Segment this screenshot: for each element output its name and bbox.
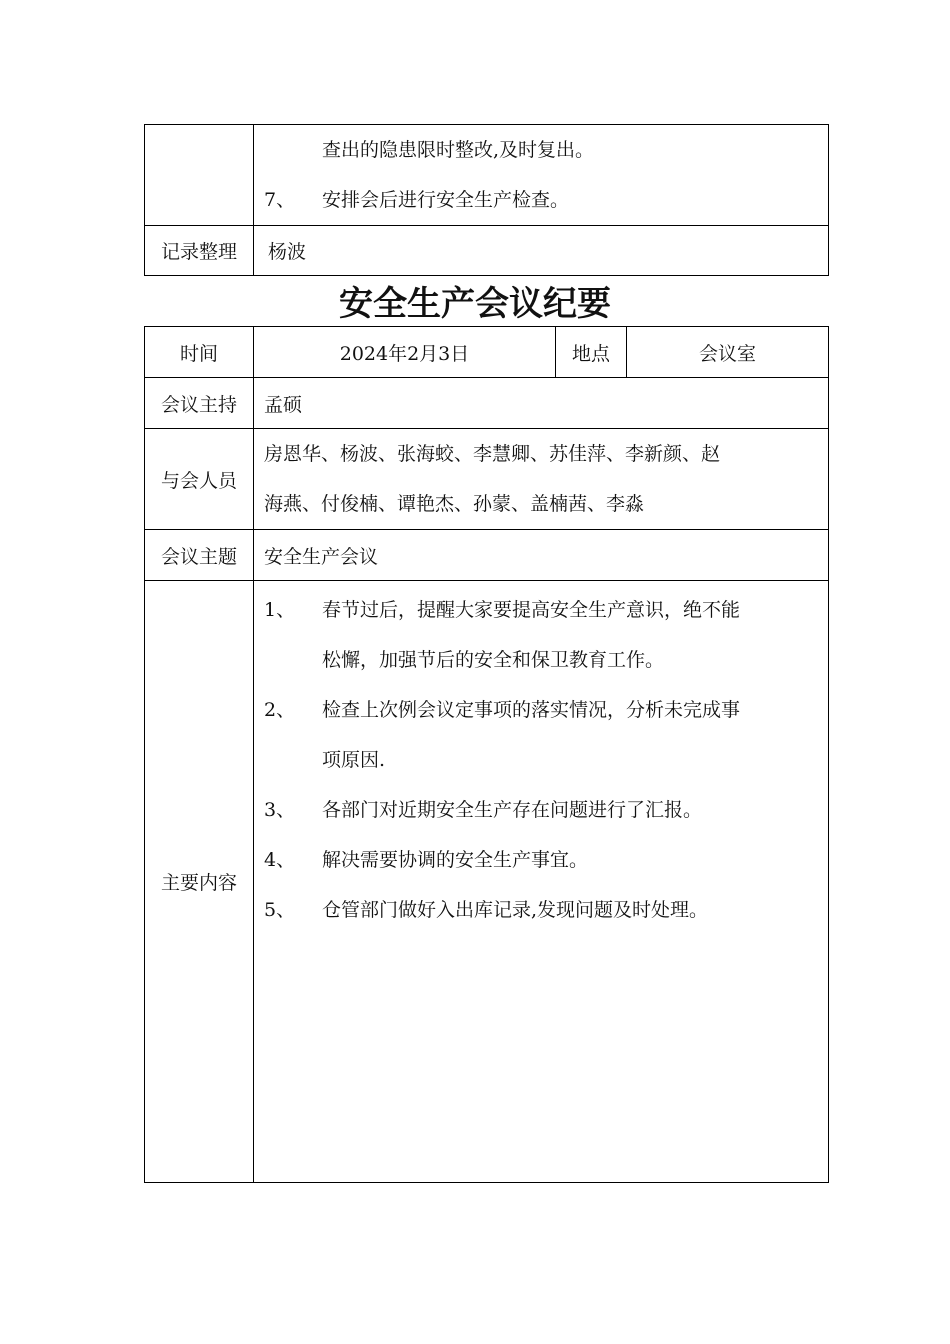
attendees-line: 海燕、付俊楠、谭艳杰、孙蒙、盖楠茜、李淼 — [264, 493, 645, 515]
attendees-label: 与会人员 — [145, 429, 254, 530]
item-text: 春节过后，提醒大家要提高安全生产意识，绝不能 — [322, 599, 741, 621]
item-number: 7、 — [264, 189, 296, 211]
topic-label: 会议主题 — [145, 530, 254, 581]
place-label: 地点 — [556, 327, 627, 378]
item-number: 4、 — [264, 849, 296, 871]
item-text: 查出的隐患限时整改,及时复出。 — [322, 139, 595, 161]
list-item — [264, 125, 820, 175]
table-row — [145, 378, 829, 429]
continued-items-cell — [254, 125, 829, 226]
list-item — [264, 635, 820, 685]
content-label: 主要内容 — [145, 581, 254, 1183]
item-number: 3、 — [264, 799, 296, 821]
list-item — [264, 685, 820, 735]
item-number: 5、 — [264, 899, 296, 921]
table-row — [145, 125, 829, 226]
item-text: 各部门对近期安全生产存在问题进行了汇报。 — [322, 799, 703, 821]
recorder-value: 杨波 — [254, 226, 829, 276]
page-title: 安全生产会议纪要 — [339, 284, 611, 324]
item-text: 检查上次例会议定事项的落实情况，分析未完成事 — [322, 699, 741, 721]
list-item — [264, 885, 820, 935]
topic-value: 安全生产会议 — [254, 530, 829, 581]
list-item — [264, 585, 820, 635]
attendees-value — [254, 429, 829, 530]
host-label: 会议主持 — [145, 378, 254, 429]
item-text: 仓管部门做好入出库记录,发现问题及时处理。 — [322, 899, 709, 921]
table-row — [145, 581, 829, 1183]
list-item — [264, 835, 820, 885]
empty-label-cell — [145, 125, 254, 226]
content-items-cell — [254, 581, 829, 1183]
item-text: 安排会后进行安全生产检查。 — [322, 189, 570, 211]
item-number: 2、 — [264, 699, 296, 721]
list-item — [264, 175, 820, 225]
table-row — [145, 429, 829, 530]
attendees-line: 房恩华、杨波、张海蛟、李慧卿、苏佳萍、李新颜、赵 — [264, 443, 721, 465]
item-number: 1、 — [264, 599, 296, 621]
time-label: 时间 — [145, 327, 254, 378]
place-value: 会议室 — [627, 327, 829, 378]
meeting-minutes-table — [144, 326, 829, 1183]
time-value: 2024年2月3日 — [254, 327, 556, 378]
table-row — [145, 327, 829, 378]
list-item — [264, 785, 820, 835]
item-text: 松懈，加强节后的安全和保卫教育工作。 — [322, 649, 665, 671]
recorder-label: 记录整理 — [145, 226, 254, 276]
list-item — [264, 735, 820, 785]
item-text: 解决需要协调的安全生产事宜。 — [322, 849, 589, 871]
table-row — [145, 226, 829, 276]
previous-page-table — [144, 124, 829, 276]
item-text: 项原因. — [322, 749, 386, 771]
table-row — [145, 530, 829, 581]
host-value: 孟硕 — [254, 378, 829, 429]
